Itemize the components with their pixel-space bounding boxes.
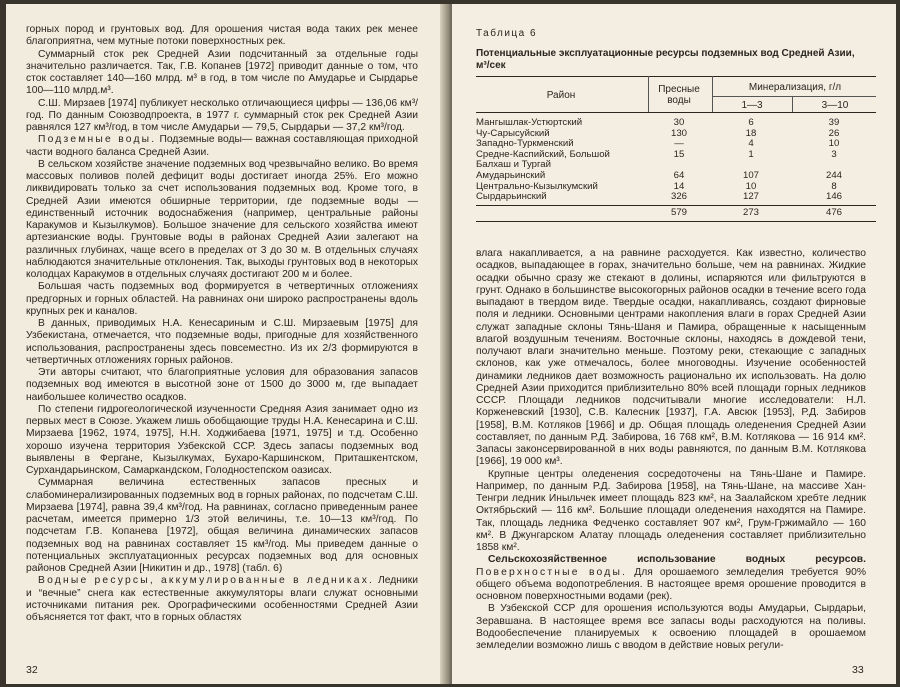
page-number: 32 xyxy=(26,664,38,676)
left-page xyxy=(6,4,446,684)
total-cell-m2: 476 xyxy=(825,206,842,218)
table-label: Таблица 6 xyxy=(476,28,538,39)
right-text-column xyxy=(476,248,866,652)
paragraph-text: В Узбекской ССР для орошения используются воды Амударьи, Сырдарьи, Зеравшана. В настоящее время все запасы воды расходуются на поливы. Водообеспечение планируемых к освоению площадей в орошаемом земледелии возможно лишь с вводом в действие новых регули- xyxy=(476,603,866,651)
table-cell-fresh: 64 xyxy=(673,170,685,181)
table-cell-m2: 146 xyxy=(825,191,842,203)
table-cell-region: Мангышлак-Устюртский xyxy=(476,117,583,128)
paragraph-text: В данных, приводимых Н.А. Кенесариным и С.Ш. Мирзаевым [1975] для Узбекистана, отмечается, что подземные воды, пригодные для хозяйственного использования, распространены здесь повсеместно. Из их 2/3 формируются в четвертичных отложениях горных районов. xyxy=(26,318,418,366)
paragraph xyxy=(26,159,418,282)
table-cell-fresh: 30 xyxy=(673,117,685,128)
header-m2: 3—10 xyxy=(821,100,849,111)
totals-rule xyxy=(476,205,876,206)
table-cell-fresh: 326 xyxy=(670,191,687,203)
paragraph xyxy=(26,281,418,318)
paragraph xyxy=(476,469,866,555)
paragraph xyxy=(26,367,418,404)
table-bottom-rule xyxy=(476,221,876,222)
table-row xyxy=(476,192,876,203)
table-cell-region: Чу-Сарысуйский xyxy=(476,127,550,139)
paragraph-text: Эти авторы считают, что благоприятные условия для образования запасов подземных вод имеются в высотной зоне от 1500 до 3000 м, где выпадает наибольшее количество осадков. xyxy=(26,367,418,403)
total-cell-fresh: 579 xyxy=(670,206,687,218)
table-caption xyxy=(476,28,868,72)
paragraph-text: С.Ш. Мирзаев [1974] публикует несколько отличающиеся цифры — 136,06 км³/год. По данным Союзводпроекта, в 1977 г. суммарный сток рек Средней Азии равнялся 127 км³/год, в том числе Амударьи — 79,5, Сырдарьи — 37,2 км³/год. xyxy=(26,97,418,133)
left-text-column xyxy=(26,24,418,624)
table-cell-region: Балхаш и Тургай xyxy=(476,159,551,171)
table-cell-m2: 244 xyxy=(825,170,842,181)
header-fresh: Пресные воды xyxy=(658,84,700,106)
header-m1: 1—3 xyxy=(741,100,763,111)
paragraph-text: Суммарная величина естественных запасов пресных и слабоминерализированных подземных вод в горных районах, по подсчетам С.Ш. Мирзаева [1974], равна 39,4 км³/год. На равнинах, согласно приведенным ранее расчетам, имеется примерно 1/3 этой величины, т.е. 10—13 км³/год. По подсчетам Г.В. Копанева [1972], общая величина динамических запасов подземных вод на равнинах составляет 15 км³/год. Мы приведем данные о потенциальных эксплуатационных ресурсах подземных вод для основных районов Средней Азии [Никитин и др., 1978] (табл. 6) xyxy=(26,477,418,574)
table-cell-fresh: 14 xyxy=(673,180,685,192)
table-cell-m1: 18 xyxy=(745,127,757,139)
header-divider xyxy=(792,96,793,112)
paragraph-text: влага накапливается, а на равнине расходуется. Как известно, количество осадков, выпадающее в горах, значительно больше, чем на равнинах. Жидкие осадки обычно сразу же стекают в долины, испаряются или фильтруются в грунт. Однако в большинстве высокогорных районов осадки в течение всего года выпадают в твердом виде. Твердые осадки, накапливаясь, создают фирновые поля и ледники. Основными центрами накопления влаги в горах Средней Азии служат западные склоны Тянь-Шаня и Памира, обращенные к насыщенным влагой воздушным течениям. Восточные склоны, находясь в дождевой тени, получают влаги значительно меньше. Поэтому реки, стекающие с западных склонов, как уже отмечалось, более многоводны. Изучение особенностей динамики ледников дает возможность рационально их использовать. На долю Средней Азии приходится приблизительно 80% всей площади горных ледников СССР. Площади ледников подсчитывали многие исследователи: Н.Л. Корженевский [1930], С.В. Калесник [1937], Г.А. Авсюк [1953], Р.Д. Забиров [1958], В.М. Котляков [1966] и др. Общая площадь оледенения Средней Азии составляет, по данным Р.Д. Забирова, 16 768 км², В.М. Котлякова — 16 914 км². Запасы законсервированной в них воды равняются, по данным В.М. Котлякова [1966], 19 000 км³. xyxy=(476,248,866,468)
table-cell-region: Западно-Туркменский xyxy=(476,138,574,150)
page-number: 33 xyxy=(852,664,864,676)
paragraph-text: По степени гидрогеологической изученности Средняя Азия занимает одно из первых мест в Союзе. Укажем лишь обобщающие труды Н.А. Кенесарина и С.Ш. Мирзаева [1962, 1974, 1975], Н.Н. Ходжибаева [1971, 1975] и т.д. Особенно хорошо изучена территория Узбекской ССР. Здесь запасы подземных вод выявлены в Фергане, Кызылкумах, Бухаро-Каршинском, Приташкентском, Сурхандарьинском, Самаркандском, Голодностепском оазисах. xyxy=(26,403,418,476)
table-cell-m2: 3 xyxy=(831,148,837,160)
paragraph-text: Для орошаемого земледелия требуется 90% общего объема водопотребления. В настоящее время орошение проводится в основном поверхностными водами (рек). xyxy=(476,566,866,602)
paragraph xyxy=(26,98,418,135)
table-cell-region: Центрально-Кызылкумский xyxy=(476,180,598,192)
section-heading: Подземные воды. xyxy=(38,134,157,146)
right-page xyxy=(452,4,896,684)
table-cell-m1: 1 xyxy=(748,148,754,160)
total-cell-m1: 273 xyxy=(742,206,759,218)
paragraph xyxy=(26,404,418,478)
table-cell-m1: 4 xyxy=(748,138,754,150)
paragraph xyxy=(26,575,418,624)
paragraph-text: Ледники и “вечные” снега как естественные аккумуляторы влаги служат основными источниками питания рек. Орографическими особенностями Средней Азии объясняется тот факт, что в горных областях xyxy=(26,575,418,623)
table-cell-m1: 127 xyxy=(742,191,759,203)
table-row xyxy=(476,118,876,129)
paragraph-text: горных пород и грунтовых вод. Для орошения чистая вода таких рек менее благоприятна, чем мутные потоки поверхностных рек. xyxy=(26,24,418,48)
table-cell-m2: 10 xyxy=(828,138,840,150)
totals-row xyxy=(476,208,876,219)
table-cell-region: Сырдарьинский xyxy=(476,191,547,203)
table-cell-m2: 26 xyxy=(828,127,840,139)
paragraph-text: Большая часть подземных вод формируется в четвертичных отложениях предгорных и горных областей. На равнинах они широко распространены вдоль крупных рек и каналов. xyxy=(26,281,418,317)
paragraph-text: Суммарный сток рек Средней Азии подсчитанный за отдельные годы значительно различается. Так, Г.В. Копанев [1972] приводит данные о том, что сток составляет 140—160 млрд. м³ в год, в том числе по Амударье и Сырдарье 100—110 млрд.м³. xyxy=(26,48,418,97)
paragraph xyxy=(26,318,418,367)
paragraph xyxy=(26,477,418,575)
header-mineralization: Минерализация, г/л xyxy=(748,82,842,93)
table-cell-m1: 10 xyxy=(745,180,757,192)
table-cell-m2: 8 xyxy=(831,180,837,192)
header-region: Район xyxy=(546,90,576,101)
table-cell-m1: 6 xyxy=(748,117,754,128)
header-sub-rule xyxy=(712,96,876,97)
paragraph xyxy=(476,554,866,603)
paragraph xyxy=(26,49,418,98)
paragraph xyxy=(476,603,866,652)
table-cell-region: Средне-Каспийский, Большой xyxy=(476,148,610,160)
header-divider xyxy=(712,76,713,112)
table-cell-region: Амударьинский xyxy=(476,170,546,181)
section-heading: Водные ресурсы, аккумулированные в ледниках. xyxy=(38,575,375,587)
table-cell-fresh: 130 xyxy=(670,127,687,139)
bold-heading: Сельскохозяйственное использование водных ресурсов. xyxy=(488,554,866,566)
header-bottom-rule xyxy=(476,112,876,113)
paragraph xyxy=(476,248,866,469)
paragraph xyxy=(26,24,418,49)
table-top-rule xyxy=(476,76,876,77)
table-cell-fresh: 15 xyxy=(673,148,685,160)
header-divider xyxy=(648,76,649,112)
paragraph-text: Подземные воды— важная составляющая приходной части водного баланса Средней Азии. xyxy=(26,134,419,158)
paragraph-text: Крупные центры оледенения сосредоточены на Тянь-Шане и Памире. Например, по данным Р.Д. Забирова [1958], на Тянь-Шане, на массиве Хан-Тенгри ледник Иныльчек имеет площадь 823 км², на Заалайском хребте ледник Октябрьский — 116 км². Большие площади оледенения находятся на Памире. Так, площадь ледника Федченко составляет 907 км², Грум-Гржимайло — 160 км². В Джунгарском Алатау площадь оледенения составляет приблизительно 1858 км². xyxy=(476,468,866,553)
section-heading: Поверхностные воды. xyxy=(476,566,628,578)
table-row xyxy=(476,171,876,182)
table-title: Потенциальные эксплуатационные ресурсы подземных вод Средней Азии, м³/сек xyxy=(476,48,855,71)
table-cell-m1: 107 xyxy=(742,170,759,181)
paragraph-text: В сельском хозяйстве значение подземных вод чрезвычайно велико. Во время массовых поливов полей дефицит воды достигает иногда 25%. Его можно ликвидировать только за счет использования подземных вод. Кроме того, в Средней Азии имеются обширные территории, где подземные воды — единственный источник водоснабжения (например, центральные районы Каракумов и Кызылкумов). Большое значение для сельского хозяйства имеют артезианские воды. Грунтовые воды в районах Средней Азии залегают на различных глубинах, чаще всего в пределах от 3 до 30 м. В отдельных случаях наблюдаются значительные отклонения. Так, выходы грунтовых вод в некоторых колодцах Каракумов в отдельных случаях достигают 200 м и более. xyxy=(26,158,418,280)
paragraph xyxy=(26,134,418,159)
table-cell-fresh: — xyxy=(674,138,684,150)
table-cell-m2: 39 xyxy=(828,117,840,128)
